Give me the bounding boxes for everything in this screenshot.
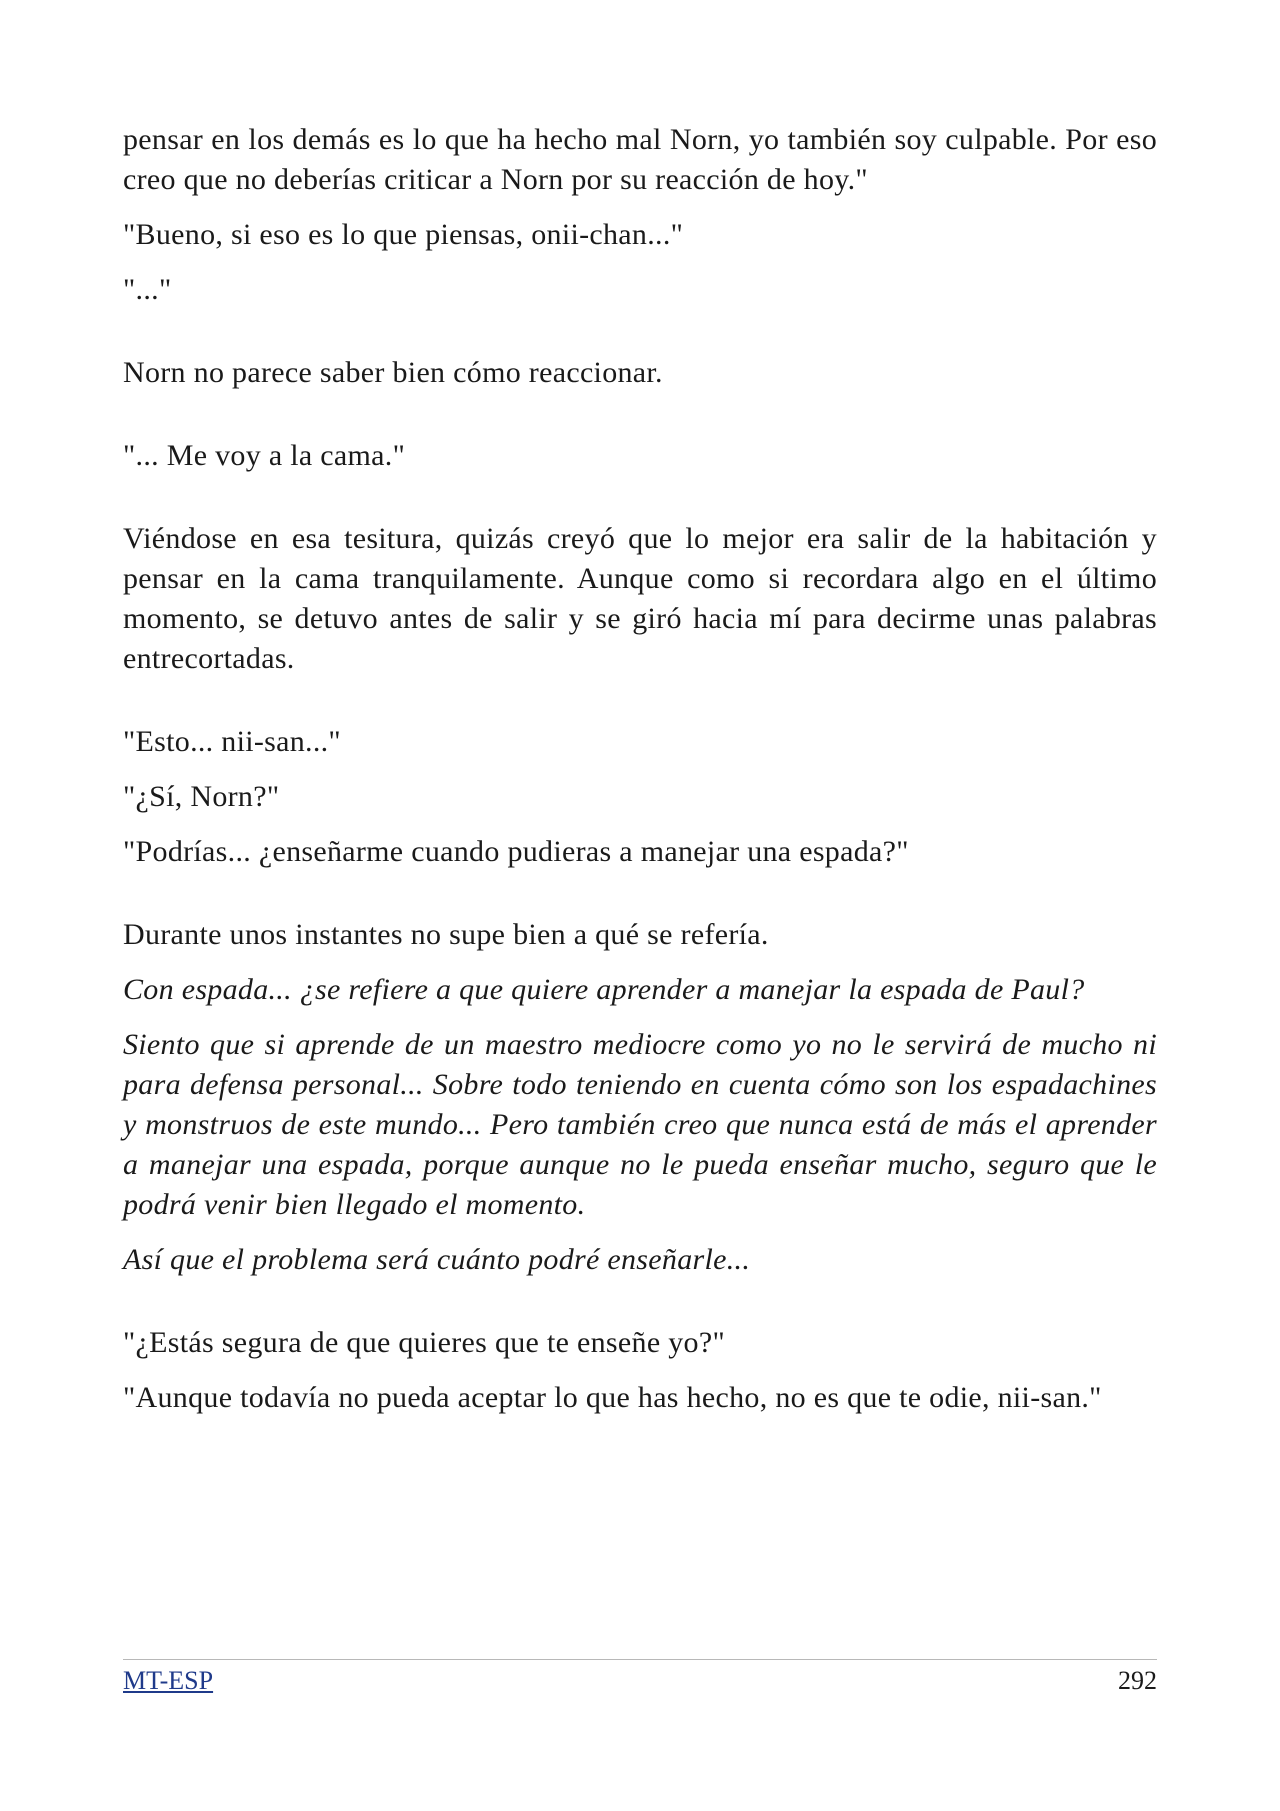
text-paragraph: "... Me voy a la cama." — [123, 439, 406, 472]
inner-monologue-paragraph: Siento que si aprende de un maestro mediocre como yo no le servirá de mucho ni para defensa personal... Sobre todo teniendo en cuenta cómo son los espadachines y monstruos de este mundo... Pero también creo que nunca está de más el aprender a manejar una espada, porque aunque no le pueda enseñar mucho, seguro que le podrá venir bien llegado el momento. — [123, 1028, 1157, 1221]
text-paragraph: "¿Estás segura de que quieres que te enseñe yo?" — [123, 1326, 725, 1359]
text-paragraph: Norn no parece saber bien cómo reaccionar. — [123, 356, 663, 389]
footer-source-link[interactable]: MT-ESP — [123, 1666, 214, 1695]
text-paragraph: "Esto... nii-san..." — [123, 725, 341, 758]
text-paragraph: Durante unos instantes no supe bien a qué se refería. — [123, 918, 769, 951]
text-paragraph: "Aunque todavía no pueda aceptar lo que has hecho, no es que te odie, nii-san." — [123, 1381, 1102, 1414]
page-body — [123, 120, 1157, 1418]
text-paragraph: Viéndose en esa tesitura, quizás creyó que lo mejor era salir de la habitación y pensar en la cama tranquilamente. Aunque como si recordara algo en el último momento, se detuvo antes de salir y se giró hacia mí para decirme unas palabras entrecortadas. — [123, 522, 1157, 675]
inner-monologue-paragraph: Con espada... ¿se refiere a que quiere aprender a manejar la espada de Paul? — [123, 973, 1085, 1006]
page-footer — [123, 1659, 1157, 1706]
inner-monologue-paragraph: Así que el problema será cuánto podré enseñarle... — [123, 1243, 751, 1276]
text-paragraph: "Bueno, si eso es lo que piensas, onii-chan..." — [123, 218, 684, 251]
text-paragraph: pensar en los demás es lo que ha hecho mal Norn, yo también soy culpable. Por eso creo que no deberías criticar a Norn por su reacción de hoy." — [123, 123, 1157, 196]
text-paragraph: "..." — [123, 273, 172, 306]
text-paragraph: "¿Sí, Norn?" — [123, 780, 280, 813]
text-paragraph: "Podrías... ¿enseñarme cuando pudieras a manejar una espada?" — [123, 835, 909, 868]
page-number: 292 — [1118, 1666, 1157, 1695]
